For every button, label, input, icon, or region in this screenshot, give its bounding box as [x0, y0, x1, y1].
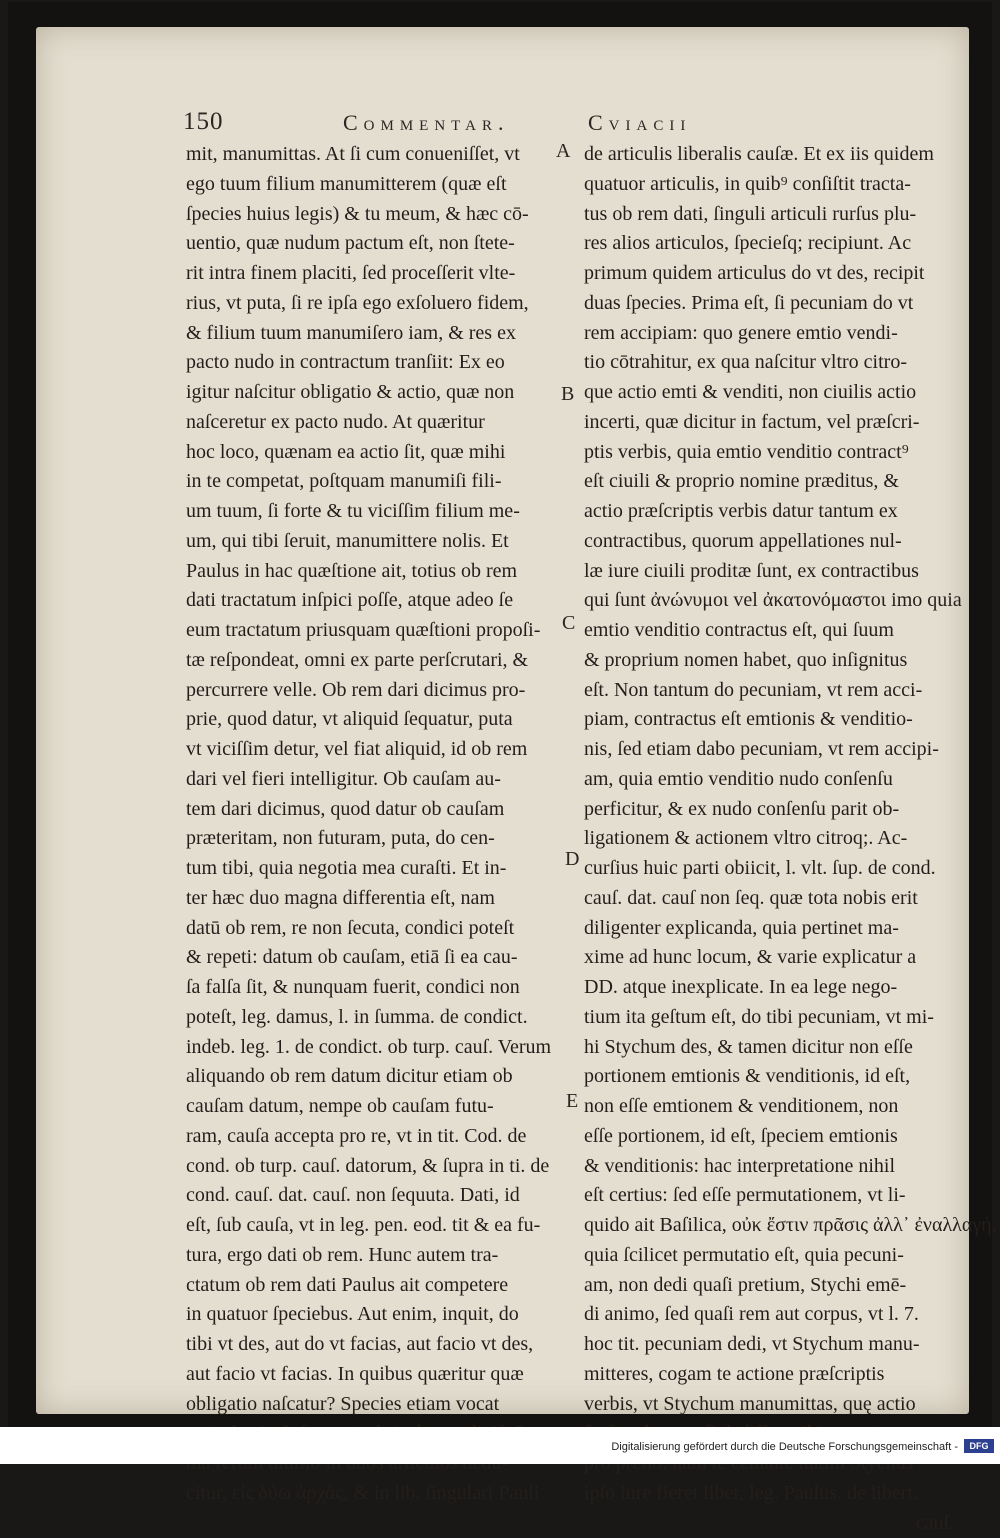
left-text-column [186, 140, 556, 1509]
margin-letter-e: E [566, 1090, 578, 1113]
text-line: aut facio vt facias. In quibus quæritur quæ [186, 1360, 556, 1390]
text-line: qui ſunt ἀνώνυμοι vel ἀκατονόμαστοι imo quia [584, 586, 954, 616]
text-line: uentio, quæ nudum pactum eſt, non ſtete- [186, 229, 556, 259]
text-line: diligenter explicanda, quia pertinet ma- [584, 914, 954, 944]
text-line: rius, vt puta, ſi re ipſa ego exſoluero fidem, [186, 289, 556, 319]
funding-credit: Digitalisierung gefördert durch die Deutsche Forschungsgemeinschaft - [611, 1441, 958, 1453]
text-line: tio cōtrahitur, ex qua naſcitur vltro citro- [584, 348, 954, 378]
text-line: um tuum, ſi forte & tu viciſſim filium me- [186, 497, 556, 527]
text-line: tium ita geſtum eſt, do tibi pecuniam, vt mi- [584, 1003, 954, 1033]
text-line: prie, quod datur, vt aliquid ſequatur, puta [186, 705, 556, 735]
text-line: igitur naſcitur obligatio & actio, quæ non [186, 378, 556, 408]
text-line: eſt certius: ſed eſſe permutationem, vt li- [584, 1181, 954, 1211]
page-header [183, 108, 953, 138]
text-line: am, quia emtio venditio nudo conſenſu [584, 765, 954, 795]
text-line: contractibus, quorum appellationes nul- [584, 527, 954, 557]
text-line: res alios articulos, ſpecieſq; recipiunt. Ac [584, 229, 954, 259]
text-line: ligationem & actionem vltro citroq;. Ac- [584, 824, 954, 854]
text-line: DD. atque inexplicate. In ea lege nego- [584, 973, 954, 1003]
text-line: portionem emtionis & venditionis, id eſt, [584, 1062, 954, 1092]
margin-letter-d: D [565, 848, 579, 871]
text-line: indeb. leg. 1. de condict. ob turp. cauſ. Verum [186, 1033, 556, 1063]
text-line: tem dari dicimus, quod datur ob cauſam [186, 795, 556, 825]
text-line: que actio emti & venditi, non ciuilis actio [584, 378, 954, 408]
text-line: duas ſpecies. Prima eſt, ſi pecuniam do vt [584, 289, 954, 319]
running-author: Cviacii [588, 110, 691, 136]
text-line: piam, contractus eſt emtionis & venditio- [584, 705, 954, 735]
text-line: naſceretur ex pacto nudo. At quæritur [186, 408, 556, 438]
text-line: dati tractatum inſpici poſſe, atque adeo ſe [186, 586, 556, 616]
footer-bar [0, 1427, 1000, 1464]
margin-letter-c: C [562, 612, 575, 635]
text-line: in quatuor ſpeciebus. Aut enim, inquit, do [186, 1300, 556, 1330]
text-line: ego tuum filium manumitterem (quæ eſt [186, 170, 556, 200]
text-line: rem accipiam: quo genere emtio vendi- [584, 319, 954, 349]
text-line: curſius huic parti obiicit, l. vlt. ſup. de cond. [584, 854, 954, 884]
text-line: hoc tit. pecuniam dedi, vt Stychum manu- [584, 1330, 954, 1360]
text-line: cauſ. [584, 1509, 954, 1538]
text-line: eſt. Non tantum do pecuniam, vt rem acci- [584, 676, 954, 706]
text-line: rit intra finem placiti, ſed proceſſerit vlte- [186, 259, 556, 289]
text-line: hi Stychum des, & tamen dicitur non eſſe [584, 1033, 954, 1063]
text-line: non eſſe emtionem & venditionem, non [584, 1092, 954, 1122]
text-line: pacto nudo in contractum tranſiit: Ex eo [186, 348, 556, 378]
dfg-logo: DFG [964, 1439, 994, 1453]
text-line: & repeti: datum ob cauſam, etiā ſi ea cau- [186, 943, 556, 973]
text-line: eſt, ſub cauſa, vt in leg. pen. eod. tit & ea fu- [186, 1211, 556, 1241]
text-line: cauſam datum, nempe ob cauſam futu- [186, 1092, 556, 1122]
text-line: & proprium nomen habet, quo inſignitus [584, 646, 954, 676]
text-line: tus ob rem dati, ſinguli articuli rurſus plu- [584, 200, 954, 230]
text-line: quia ſcilicet permutatio eſt, quia pecuni- [584, 1241, 954, 1271]
text-line: actio præſcriptis verbis datur tantum ex [584, 497, 954, 527]
text-line: nis, ſed etiam dabo pecuniam, vt rem accipi- [584, 735, 954, 765]
text-line: incerti, quæ dicitur in factum, vel præſcri- [584, 408, 954, 438]
text-line: um, qui tibi ſeruit, manumittere nolis. Et [186, 527, 556, 557]
text-line: de articulis liberalis cauſæ. Et ex iis quidem [584, 140, 954, 170]
text-line: & filium tuum manumiſero iam, & res ex [186, 319, 556, 349]
text-line: ipſo iure fieret liber, leg. Paulus. de libert. [584, 1479, 954, 1509]
text-line: quatuor articulis, in quib⁹ conſiſtit tracta- [584, 170, 954, 200]
text-line: perficitur, & ex nudo conſenſu parit ob- [584, 795, 954, 825]
text-line: emtio venditio contractus eſt, qui ſuum [584, 616, 954, 646]
text-line: datū ob rem, re non ſecuta, condici poteſt [186, 914, 556, 944]
text-line: ram, cauſa accepta pro re, vt in tit. Cod. de [186, 1122, 556, 1152]
text-line: ſa falſa ſit, & nunquam fuerit, condici non [186, 973, 556, 1003]
text-line: ter hæc duo magna differentia eſt, nam [186, 884, 556, 914]
text-line: quido ait Baſilica, οὐκ ἔστιν πρᾶσις ἀλλ᾽ ἐναλλαγή, [584, 1211, 954, 1241]
text-line: cauſ. dat. cauſ non ſeq. quæ tota nobis erit [584, 884, 954, 914]
running-title: Commentar. [343, 110, 509, 136]
text-line: vt viciſſim detur, vel fiat aliquid, id ob rem [186, 735, 556, 765]
text-line: mitteres, cogam te actione præſcriptis [584, 1360, 954, 1390]
text-line: citur, εἰς δύω ἀρχάς, & in lib. ſingulari Pauli [186, 1479, 556, 1509]
page-number: 150 [183, 108, 224, 136]
text-line: poteſt, leg. damus, l. in ſumma. de condict. [186, 1003, 556, 1033]
text-line: mit, manumittas. At ſi cum conueniſſet, vt [186, 140, 556, 170]
text-line: in te competat, poſtquam manumiſi fili- [186, 467, 556, 497]
text-line: tæ reſpondeat, omni ex parte perſcrutari, & [186, 646, 556, 676]
margin-letter-a: A [556, 140, 570, 163]
text-line: ſpecies huius legis) & tu meum, & hæc cō- [186, 200, 556, 230]
text-line: præteritam, non futuram, puta, do cen- [186, 824, 556, 854]
text-line: di animo, ſed quaſi rem aut corpus, vt l. 7. [584, 1300, 954, 1330]
text-line: xime ad hunc locum, & varie explicatur a [584, 943, 954, 973]
text-line: ptis verbis, quia emtio venditio contract⁹ [584, 438, 954, 468]
text-line: tura, ergo dati ob rem. Hunc autem tra- [186, 1241, 556, 1271]
text-line: tum tibi, quia negotia mea curaſti. Et in- [186, 854, 556, 884]
text-line: obligatio naſcatur? Species etiam vocat [186, 1390, 556, 1420]
text-line: læ iure ciuili proditæ ſunt, ex contractibus [584, 557, 954, 587]
margin-letter-b: B [561, 383, 574, 406]
text-line: tibi vt des, aut do vt facias, aut facio vt des, [186, 1330, 556, 1360]
text-line: hoc loco, quænam ea actio ſit, quæ mihi [186, 438, 556, 468]
text-line: eſt ciuili & proprio nomine præditus, & [584, 467, 954, 497]
text-line: Paulus in hac quæſtione ait, totius ob rem [186, 557, 556, 587]
text-line: cond. ob turp. cauſ. datorum, & ſupra in ti. de [186, 1152, 556, 1182]
text-line: eum tractatum priusquam quæſtioni propoſi- [186, 616, 556, 646]
right-text-column [584, 140, 954, 1538]
text-line: percurrere velle. Ob rem dari dicimus pro- [186, 676, 556, 706]
text-line: eſſe portionem, id eſt, ſpeciem emtionis [584, 1122, 954, 1152]
text-line: dari vel fieri intelligitur. Ob cauſam au- [186, 765, 556, 795]
text-line: verbis, vt Stychum manumittas, quę actio [584, 1390, 954, 1420]
text-line: ctatum ob rem dati Paulus ait competere [186, 1271, 556, 1301]
text-line: aliquando ob rem datum dicitur etiam ob [186, 1062, 556, 1092]
text-line: & venditionis: hac interpretatione nihil [584, 1152, 954, 1182]
text-line: am, non dedi quaſi pretium, Stychi emē- [584, 1271, 954, 1301]
text-line: cond. cauſ. dat. cauſ. non ſequuta. Dati, id [186, 1181, 556, 1211]
text-line: primum quidem articulus do vt des, recipit [584, 259, 954, 289]
